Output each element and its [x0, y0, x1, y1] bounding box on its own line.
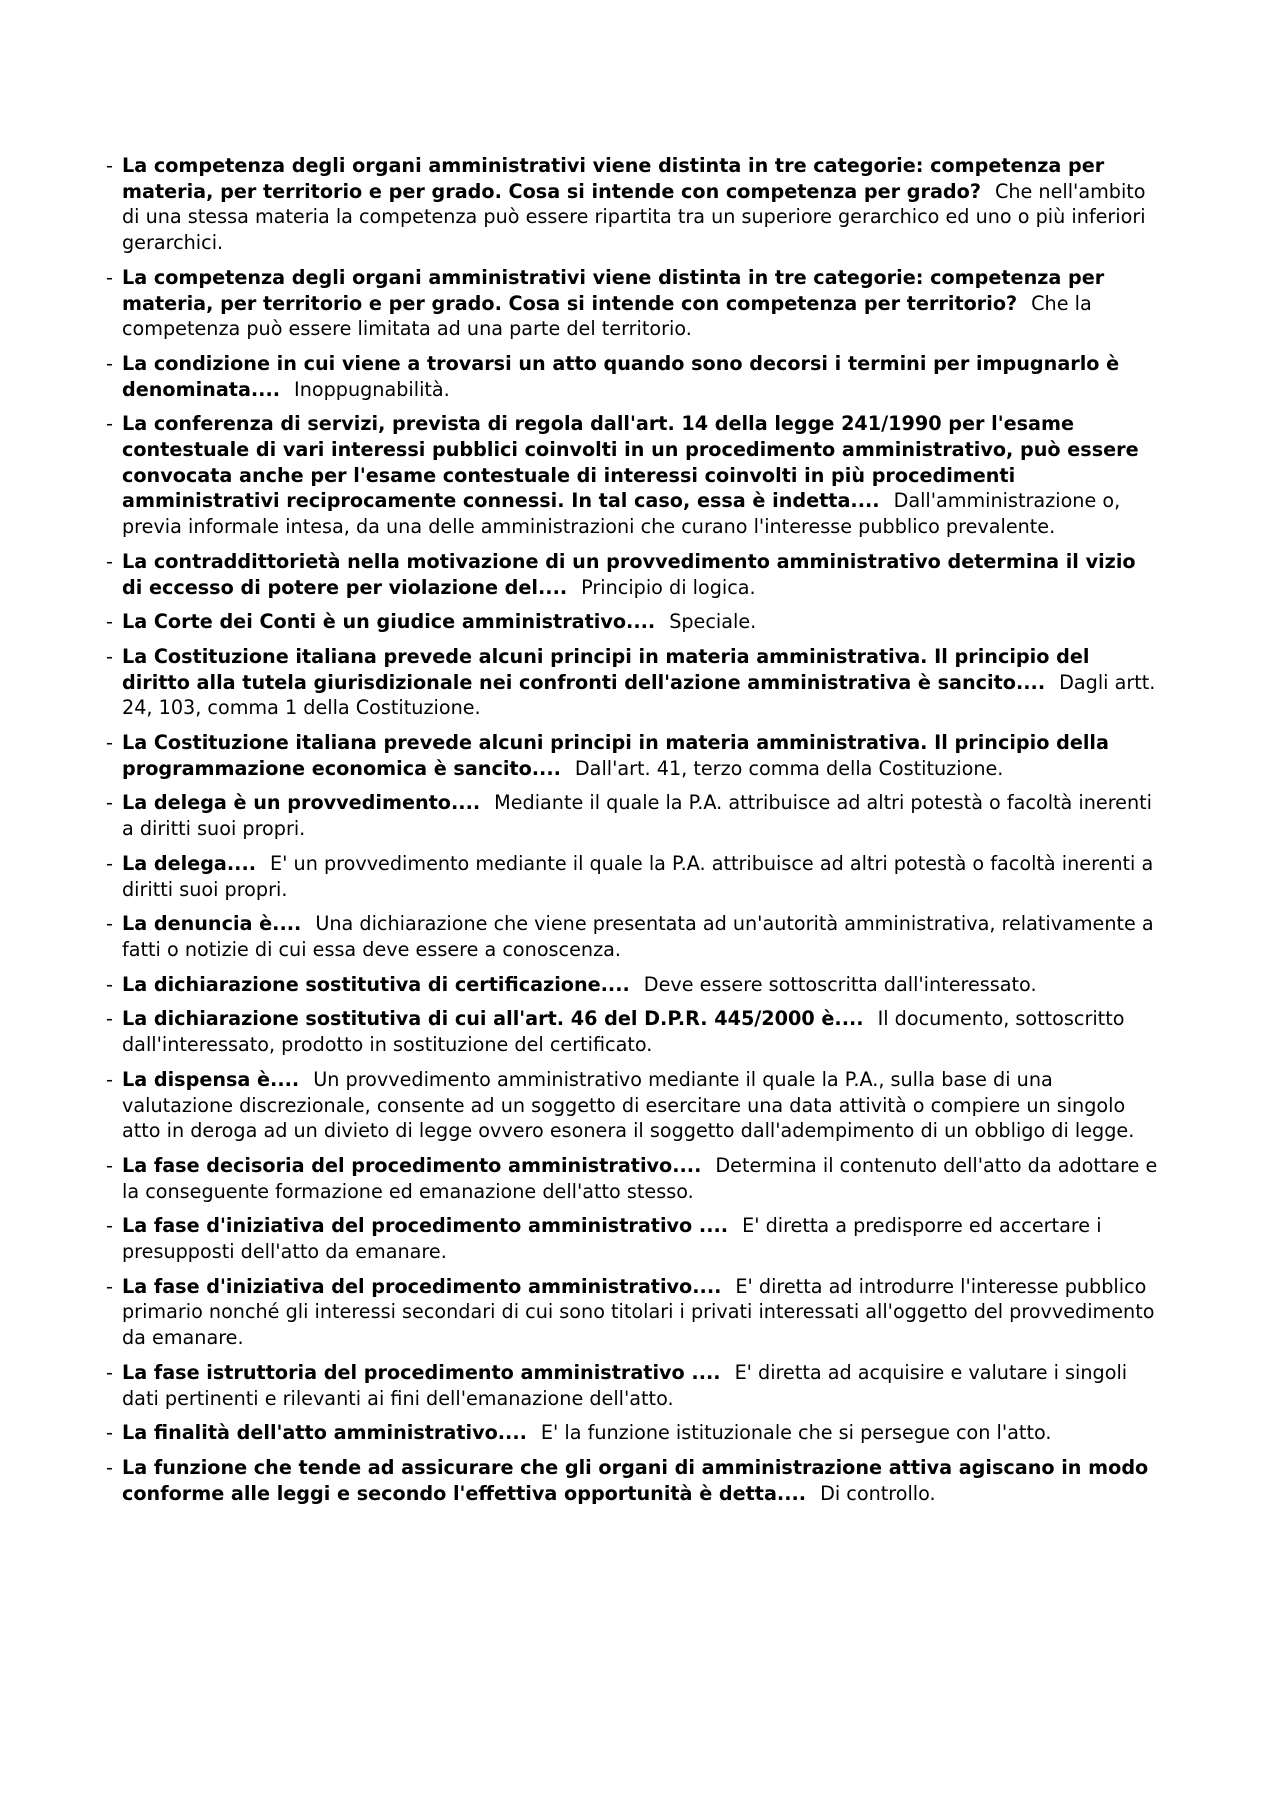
answer-text: E' un provvedimento mediante il quale la P.A. attribuisce ad altri potestà o facoltà inerenti a diritti suoi propri. — [122, 851, 1154, 901]
qa-list — [106, 153, 1160, 1506]
qa-item — [106, 1420, 1160, 1446]
qa-item — [106, 1360, 1160, 1411]
question-text: La condizione in cui viene a trovarsi un atto quando sono decorsi i termini per impugnarlo è denominata.... — [122, 351, 1120, 401]
bullet-dash: - — [106, 731, 113, 755]
qa-item — [106, 1153, 1160, 1204]
bullet-dash: - — [106, 412, 113, 436]
qa-item — [106, 411, 1160, 540]
answer-text: Dall'art. 41, terzo comma della Costituzione. — [574, 756, 1004, 780]
qa-item — [106, 265, 1160, 342]
question-text: La Costituzione italiana prevede alcuni principi in materia amministrativa. Il principio del diritto alla tutela giurisdizionale nei confronti dell'azione amministrativa è sancito.... — [122, 644, 1090, 694]
answer-text: Che la competenza può essere limitata ad una parte del territorio. — [122, 291, 1092, 341]
answer-text: Dagli artt. 24, 103, comma 1 della Costituzione. — [122, 670, 1156, 720]
question-text: La Corte dei Conti è un giudice amministrativo.... — [122, 610, 656, 634]
bullet-dash: - — [106, 1360, 113, 1384]
bullet-dash: - — [106, 1007, 113, 1031]
answer-text: E' diretta ad introdurre l'interesse pubblico primario nonché gli interessi secondari di cui sono titolari i privati interessati all'oggetto del provvedimento da emanare. — [122, 1274, 1155, 1350]
bullet-dash: - — [106, 1421, 113, 1445]
qa-item — [106, 1067, 1160, 1144]
qa-item — [106, 609, 1160, 635]
bullet-dash: - — [106, 1214, 113, 1238]
bullet-dash: - — [106, 1153, 113, 1177]
bullet-dash: - — [106, 265, 113, 289]
answer-text: Mediante il quale la P.A. attribuisce ad altri potestà o facoltà inerenti a diritti suoi propri. — [122, 791, 1152, 841]
qa-item — [106, 644, 1160, 721]
question-text: La competenza degli organi amministrativi viene distinta in tre categorie: competenza per materia, per territorio e per grado. Cosa si intende con competenza per territorio? — [122, 265, 1105, 315]
bullet-dash: - — [106, 851, 113, 875]
answer-text: Inoppugnabilità. — [294, 377, 450, 401]
question-text: La denuncia è.... — [122, 912, 302, 936]
answer-text: E' diretta a predisporre ed accertare i presupposti dell'atto da emanare. — [122, 1214, 1102, 1264]
qa-item — [106, 549, 1160, 600]
bullet-dash: - — [106, 549, 113, 573]
question-text: La fase d'iniziativa del procedimento amministrativo.... — [122, 1274, 722, 1298]
bullet-dash: - — [106, 972, 113, 996]
answer-text: Dall'amministrazione o, previa informale intesa, da una delle amministrazioni che curano l'interesse pubblico prevalente. — [122, 489, 1121, 539]
qa-item — [106, 1274, 1160, 1351]
bullet-dash: - — [106, 644, 113, 668]
qa-item — [106, 1006, 1160, 1057]
qa-item — [106, 351, 1160, 402]
question-text: La dispensa è.... — [122, 1067, 300, 1091]
bullet-dash: - — [106, 791, 113, 815]
bullet-dash: - — [106, 1067, 113, 1091]
question-text: La Costituzione italiana prevede alcuni principi in materia amministrativa. Il principio della programmazione economica è sancito.... — [122, 731, 1109, 780]
answer-text: Il documento, sottoscritto dall'interessato, prodotto in sostituzione del certificato. — [122, 1007, 1125, 1057]
bullet-dash: - — [106, 1455, 113, 1479]
qa-item — [106, 1213, 1160, 1264]
answer-text: Di controllo. — [820, 1481, 936, 1505]
question-text: La dichiarazione sostitutiva di certificazione.... — [122, 972, 630, 996]
qa-item — [106, 1455, 1160, 1506]
bullet-dash: - — [106, 610, 113, 634]
question-text: La delega è un provvedimento.... — [122, 791, 481, 815]
question-text: La finalità dell'atto amministrativo.... — [122, 1421, 527, 1445]
bullet-dash: - — [106, 912, 113, 936]
question-text: La dichiarazione sostitutiva di cui all'art. 46 del D.P.R. 445/2000 è.... — [122, 1007, 864, 1031]
question-text: La delega.... — [122, 851, 257, 875]
answer-text: E' la funzione istituzionale che si persegue con l'atto. — [540, 1421, 1052, 1445]
answer-text: Speciale. — [669, 610, 757, 634]
question-text: La funzione che tende ad assicurare che gli organi di amministrazione attiva agiscano in modo conforme alle leggi e secondo l'effettiva opportunità è detta.... — [122, 1455, 1149, 1505]
question-text: La fase d'iniziativa del procedimento amministrativo .... — [122, 1214, 729, 1238]
qa-item — [106, 851, 1160, 902]
answer-text: Che nell'ambito di una stessa materia la competenza può essere ripartita tra un superiore gerarchico ed uno o più inferiori gerarchici. — [122, 179, 1146, 255]
bullet-dash: - — [106, 154, 113, 177]
answer-text: Un provvedimento amministrativo mediante il quale la P.A., sulla base di una valutazione discrezionale, consente ad un soggetto di esercitare una data attività o compiere un singolo atto in deroga ad un divieto di legge ovvero esonera il soggetto dall'adempimento di un obbligo di legge. — [122, 1067, 1135, 1143]
answer-text: E' diretta ad acquisire e valutare i singoli dati pertinenti e rilevanti ai fini dell'emanazione dell'atto. — [122, 1360, 1128, 1410]
question-text: La contraddittorietà nella motivazione di un provvedimento amministrativo determina il vizio di eccesso di potere per violazione del.... — [122, 549, 1136, 599]
answer-text: Deve essere sottoscritta dall'interessato. — [643, 972, 1037, 996]
answer-text: Determina il contenuto dell'atto da adottare e la conseguente formazione ed emanazione dell'atto stesso. — [122, 1153, 1158, 1203]
question-text: La fase decisoria del procedimento amministrativo.... — [122, 1153, 702, 1177]
question-text: La competenza degli organi amministrativi viene distinta in tre categorie: competenza per materia, per territorio e per grado. Cosa si intende con competenza per grado? — [122, 154, 1105, 203]
answer-text: Principio di logica. — [581, 575, 756, 599]
qa-item — [106, 730, 1160, 781]
qa-item — [106, 153, 1160, 256]
qa-item — [106, 911, 1160, 962]
qa-item — [106, 790, 1160, 841]
question-text: La fase istruttoria del procedimento amministrativo .... — [122, 1360, 721, 1384]
bullet-dash: - — [106, 351, 113, 375]
question-text: La conferenza di servizi, prevista di regola dall'art. 14 della legge 241/1990 per l'esame contestuale di vari interessi pubblici coinvolti in un procedimento amministrativo, può essere convocata anche per l'esame contestuale di interessi coinvolti in più procedimenti amministrativi reciprocamente connessi. In tal caso, essa è indetta.... — [122, 412, 1139, 513]
answer-text: Una dichiarazione che viene presentata ad un'autorità amministrativa, relativamente a fatti o notizie di cui essa deve essere a conoscenza. — [122, 912, 1154, 961]
bullet-dash: - — [106, 1274, 113, 1298]
qa-item — [106, 972, 1160, 998]
